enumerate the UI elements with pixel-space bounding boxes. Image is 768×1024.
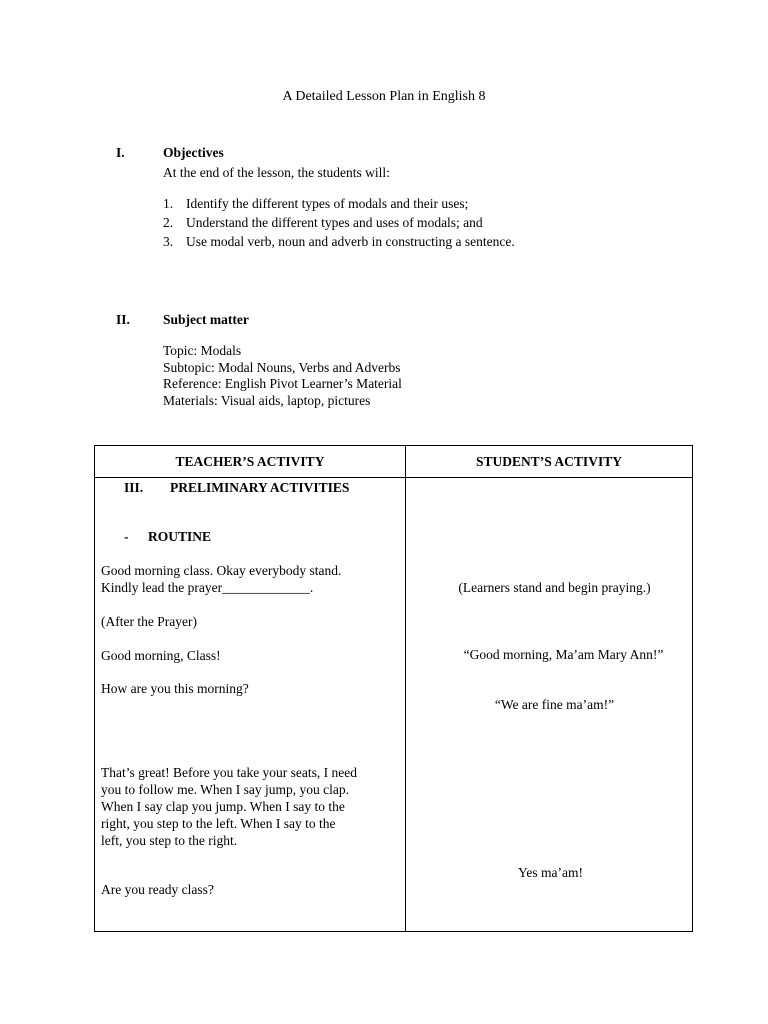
teacher-activity-cell	[95, 478, 406, 932]
objectives-intro: At the end of the lesson, the students will:	[163, 165, 390, 180]
student-line: Yes ma’am!	[518, 865, 583, 880]
subject-matter-heading: Subject matter	[163, 312, 249, 327]
teacher-line: Kindly lead the prayer_____________.	[101, 580, 314, 595]
objective-number: 2.	[163, 215, 174, 230]
student-line: (Learners stand and begin praying.)	[458, 580, 651, 595]
student-activity-header: STUDENT’S ACTIVITY	[406, 446, 693, 478]
teacher-line: you to follow me. When I say jump, you clap.	[101, 782, 349, 797]
section-numeral: III.	[124, 480, 144, 495]
teacher-line: That’s great! Before you take your seats, I need	[101, 765, 358, 780]
subject-matter-numeral: II.	[116, 312, 130, 327]
teacher-line: When I say clap you jump. When I say to the	[101, 799, 345, 814]
teacher-line: Good morning, Class!	[101, 648, 221, 663]
student-activity-cell	[406, 478, 693, 932]
subject-reference: Reference: English Pivot Learner’s Material	[163, 376, 402, 391]
subject-topic: Topic: Modals	[163, 343, 242, 358]
routine-heading: ROUTINE	[148, 529, 212, 544]
objective-number: 3.	[163, 234, 174, 249]
objectives-numeral: I.	[116, 145, 125, 160]
objectives-heading: Objectives	[163, 145, 224, 160]
objective-item: Use modal verb, noun and adverb in constructing a sentence.	[186, 234, 515, 249]
document-title: A Detailed Lesson Plan in English 8	[282, 89, 486, 104]
teacher-line: Good morning class. Okay everybody stand.	[101, 563, 342, 578]
teacher-line: How are you this morning?	[101, 681, 249, 696]
subject-materials: Materials: Visual aids, laptop, pictures	[163, 393, 371, 408]
section-heading: PRELIMINARY ACTIVITIES	[170, 480, 350, 495]
student-line: “Good morning, Ma’am Mary Ann!”	[463, 647, 664, 662]
activity-table	[94, 445, 693, 932]
teacher-activity-header: TEACHER’S ACTIVITY	[95, 446, 406, 478]
teacher-line: Are you ready class?	[101, 882, 214, 897]
teacher-line: left, you step to the right.	[101, 833, 238, 848]
objective-item: Identify the different types of modals and their uses;	[186, 196, 469, 211]
teacher-line: (After the Prayer)	[101, 614, 197, 629]
teacher-line: right, you step to the left. When I say to the	[101, 816, 336, 831]
objective-number: 1.	[163, 196, 174, 211]
student-line: “We are fine ma’am!”	[494, 697, 615, 712]
routine-dash: -	[124, 529, 129, 544]
subject-subtopic: Subtopic: Modal Nouns, Verbs and Adverbs	[163, 360, 401, 375]
objective-item: Understand the different types and uses of modals; and	[186, 215, 483, 230]
